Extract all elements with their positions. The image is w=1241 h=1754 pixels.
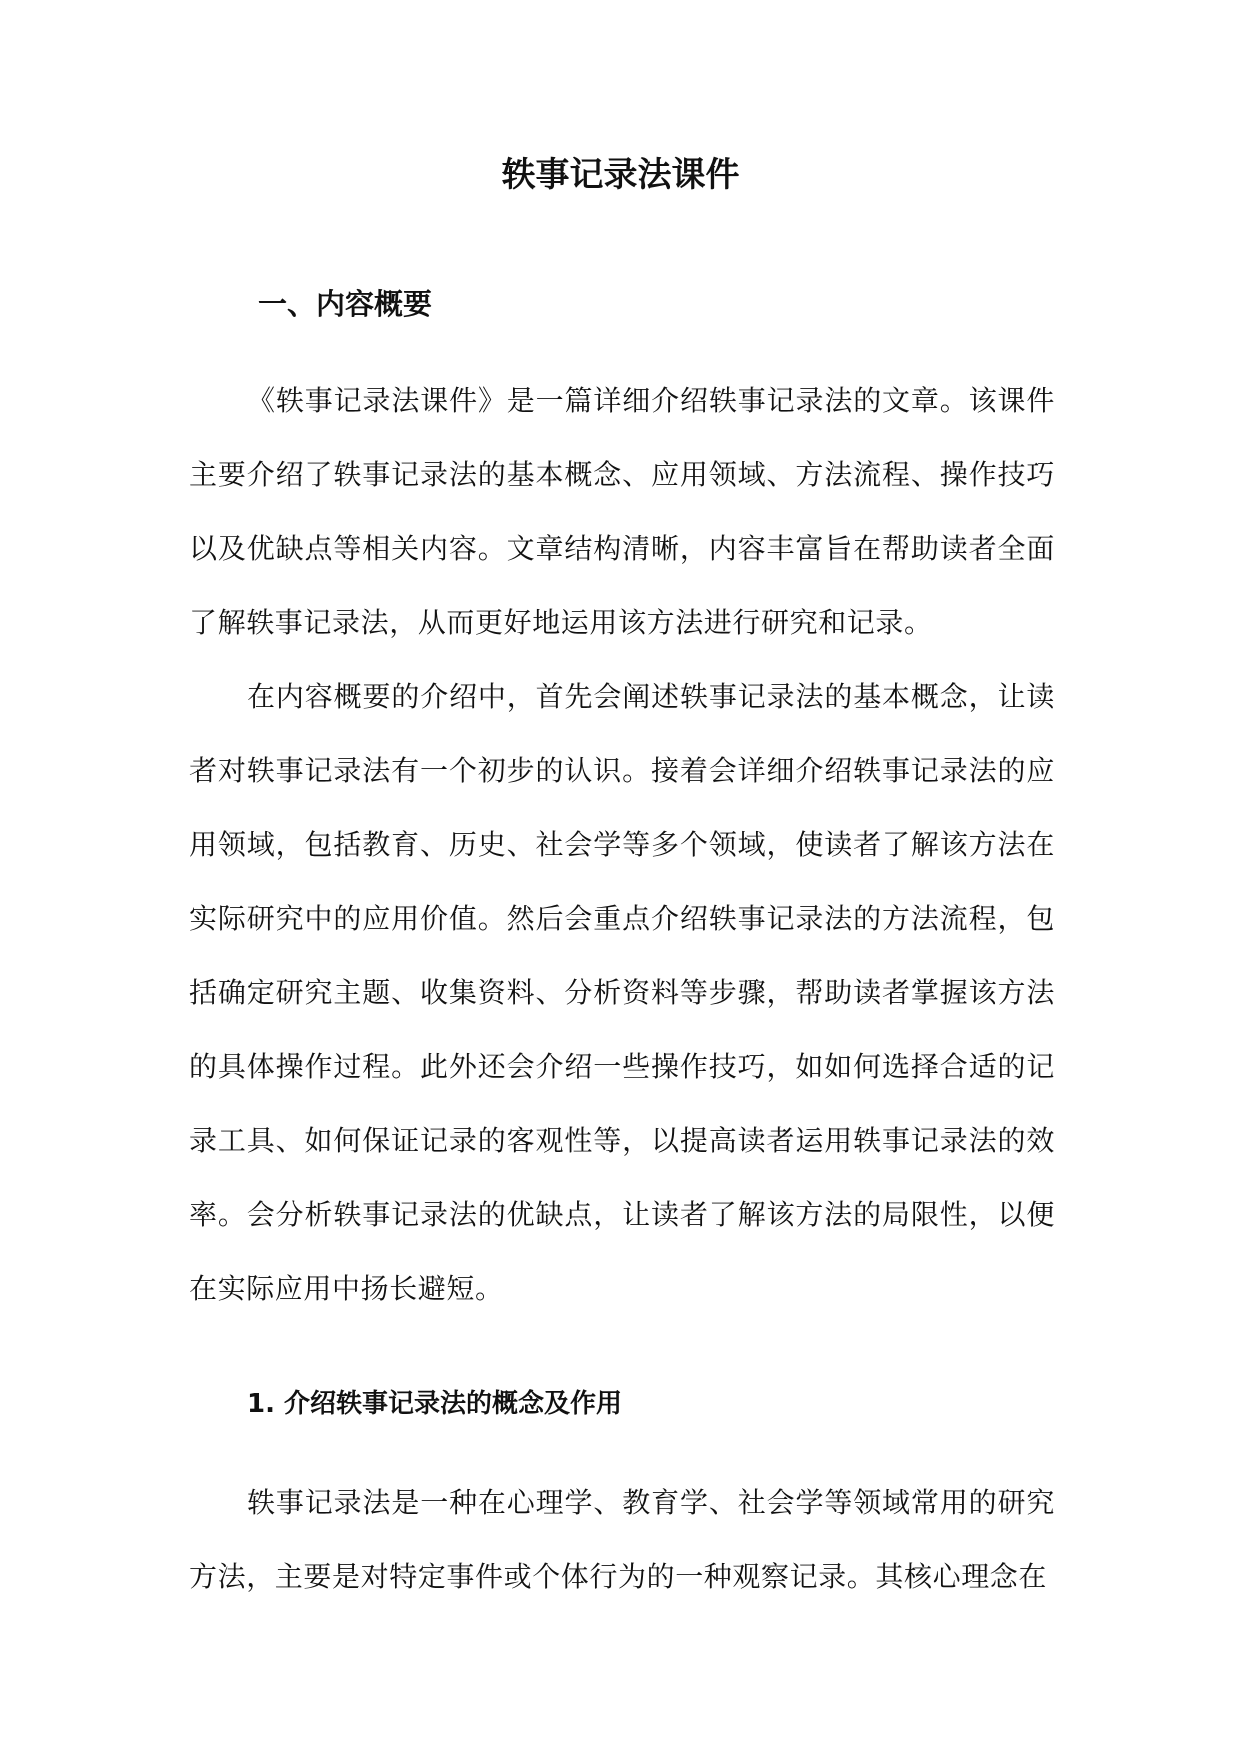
document-title: 轶事记录法课件 xyxy=(501,155,740,195)
subsection-heading-concept: 1. 介绍轶事记录法的概念及作用 xyxy=(247,1389,623,1419)
summary-paragraph-2: 在内容概要的介绍中，首先会阐述轶事记录法的基本概念，让读者对轶事记录法有一个初步的认识。接着会详细介绍轶事记录法的应用领域，包括教育、历史、社会学等多个领域，使读者了解该方法在实际研究中的应用价值。然后会重点介绍轶事记录法的方法流程，包括确定研究主题、收集资料、分析资料等步骤，帮助读者掌握该方法的具体操作过程。此外还会介绍一些操作技巧，如如何选择合适的记录工具、如何保证记录的客观性等，以提高读者运用轶事记录法的效率。会分析轶事记录法的优缺点，让读者了解该方法的局限性，以便在实际应用中扬长避短。 xyxy=(189,680,1055,1305)
summary-paragraph-1: 《轶事记录法课件》是一篇详细介绍轶事记录法的文章。该课件主要介绍了轶事记录法的基本概念、应用领域、方法流程、操作技巧以及优缺点等相关内容。文章结构清晰，内容丰富旨在帮助读者全面了解轶事记录法，从而更好地运用该方法进行研究和记录。 xyxy=(189,384,1055,639)
section-heading-summary: 一、内容概要 xyxy=(258,287,433,321)
concept-paragraph: 轶事记录法是一种在心理学、教育学、社会学等领域常用的研究方法，主要是对特定事件或个体行为的一种观察记录。其核心理念在 xyxy=(189,1486,1055,1593)
